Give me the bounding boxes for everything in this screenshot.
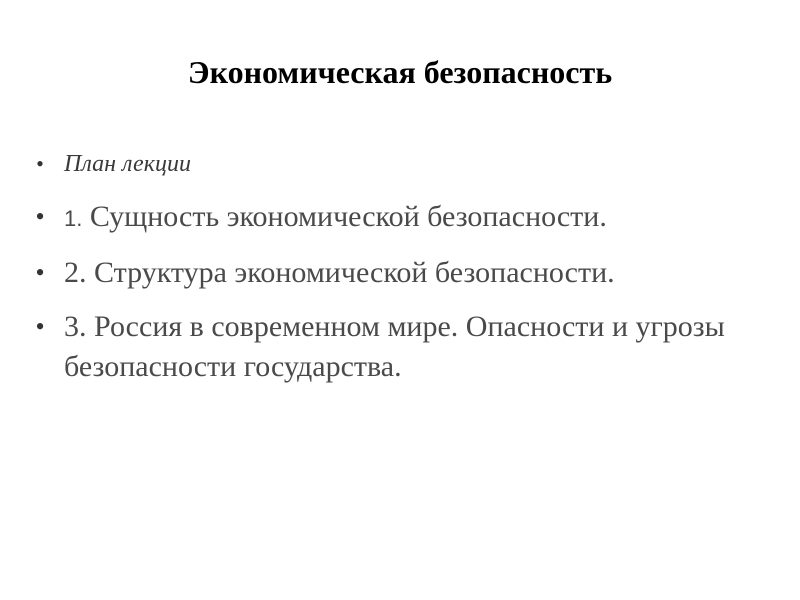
item-text: Сущность экономической безопасности.: [82, 200, 607, 233]
list-item-3: [30, 307, 750, 387]
bullet-icon: •: [35, 202, 45, 231]
list-item-1: [30, 197, 750, 239]
item-text: 2. Структура экономической безопасности.: [64, 256, 615, 289]
list-item-2: [30, 253, 750, 293]
item-number: 1.: [64, 206, 83, 231]
item-text: 3. Россия в современном мире. Опасности и угрозы безопасности государства.: [64, 310, 725, 383]
bullet-icon: •: [36, 151, 44, 176]
item-text: План лекции: [64, 151, 191, 177]
list-item-plan: [30, 145, 750, 183]
bullet-list: [30, 145, 750, 401]
bullet-icon: •: [35, 258, 45, 287]
slide-title: Экономическая безопасность: [187, 54, 613, 90]
bullet-icon: •: [35, 312, 45, 341]
